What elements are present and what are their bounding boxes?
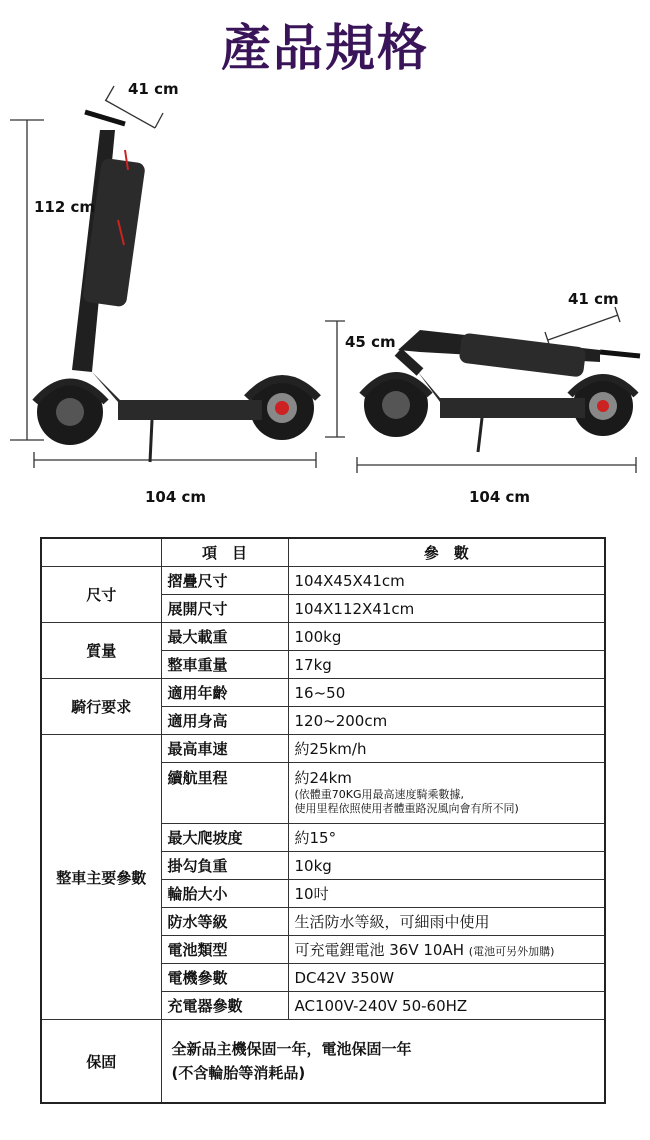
left-height-label: 112 cm: [34, 198, 96, 216]
item-value: 100kg: [288, 623, 605, 651]
item-label: 最大載重: [161, 623, 288, 651]
item-value: 生活防水等級，可細雨中使用: [288, 908, 605, 936]
item-label: 電機參數: [161, 964, 288, 992]
item-label: 展開尺寸: [161, 595, 288, 623]
right-width-label: 41 cm: [568, 290, 619, 308]
category-warranty: 保固: [41, 1020, 161, 1104]
item-label: 適用身高: [161, 707, 288, 735]
warranty-line1: 全新品主機保固一年，電池保固一年: [171, 1040, 412, 1058]
table-header-row: [41, 538, 605, 567]
item-label: 最大爬坡度: [161, 824, 288, 852]
range-note-line1: (依體重70KG用最高速度騎乘數據,: [294, 788, 465, 801]
item-value: 104X112X41cm: [288, 595, 605, 623]
header-param: 參 數: [288, 538, 605, 567]
table-row: [41, 623, 605, 651]
item-value: 16~50: [288, 679, 605, 707]
right-height-label: 45 cm: [345, 333, 396, 351]
table-row: [41, 1020, 605, 1104]
left-width-label: 41 cm: [128, 80, 179, 98]
folded-scooter-icon: [362, 330, 640, 452]
unfolded-scooter-icon: [35, 112, 318, 462]
item-value: DC42V 350W: [288, 964, 605, 992]
scooter-diagram: [0, 0, 650, 530]
table-row: [41, 735, 605, 763]
item-label: 防水等級: [161, 908, 288, 936]
right-length-label: 104 cm: [469, 488, 531, 506]
battery-note: (電池可另外加購): [468, 945, 555, 958]
header-blank: [41, 538, 161, 567]
item-label: 最高車速: [161, 735, 288, 763]
item-label: 掛勾負重: [161, 852, 288, 880]
item-value: 104X45X41cm: [288, 567, 605, 595]
item-label: 續航里程: [161, 763, 288, 824]
item-value: 17kg: [288, 651, 605, 679]
item-label: 充電器參數: [161, 992, 288, 1020]
category-size: 尺寸: [41, 567, 161, 623]
item-value: 約25km/h: [288, 735, 605, 763]
item-value-battery: [288, 936, 605, 964]
category-riding: 騎行要求: [41, 679, 161, 735]
item-value-range: [288, 763, 605, 824]
table-row: [41, 567, 605, 595]
item-value: 10kg: [288, 852, 605, 880]
header-item: 項 目: [161, 538, 288, 567]
item-label: 適用年齡: [161, 679, 288, 707]
range-value: 約24km: [294, 769, 352, 787]
item-label: 電池類型: [161, 936, 288, 964]
left-length-label: 104 cm: [145, 488, 207, 506]
item-value: 120~200cm: [288, 707, 605, 735]
item-value: AC100V-240V 50-60HZ: [288, 992, 605, 1020]
range-note-line2: 使用里程依照使用者體重路況風向會有所不同): [294, 802, 519, 815]
warranty-value: [161, 1020, 605, 1104]
warranty-line2: (不含輪胎等消耗品): [171, 1064, 306, 1082]
item-label: 摺疊尺寸: [161, 567, 288, 595]
battery-value: 可充電鋰電池 36V 10AH: [294, 941, 465, 959]
item-label: 輪胎大小: [161, 880, 288, 908]
category-mass: 質量: [41, 623, 161, 679]
item-label: 整車重量: [161, 651, 288, 679]
spec-table: [40, 537, 606, 1104]
table-row: [41, 679, 605, 707]
category-main-params: 整車主要參數: [41, 735, 161, 1020]
item-value: 10吋: [288, 880, 605, 908]
page-title: 產品規格: [221, 19, 429, 77]
item-value: 約15°: [288, 824, 605, 852]
